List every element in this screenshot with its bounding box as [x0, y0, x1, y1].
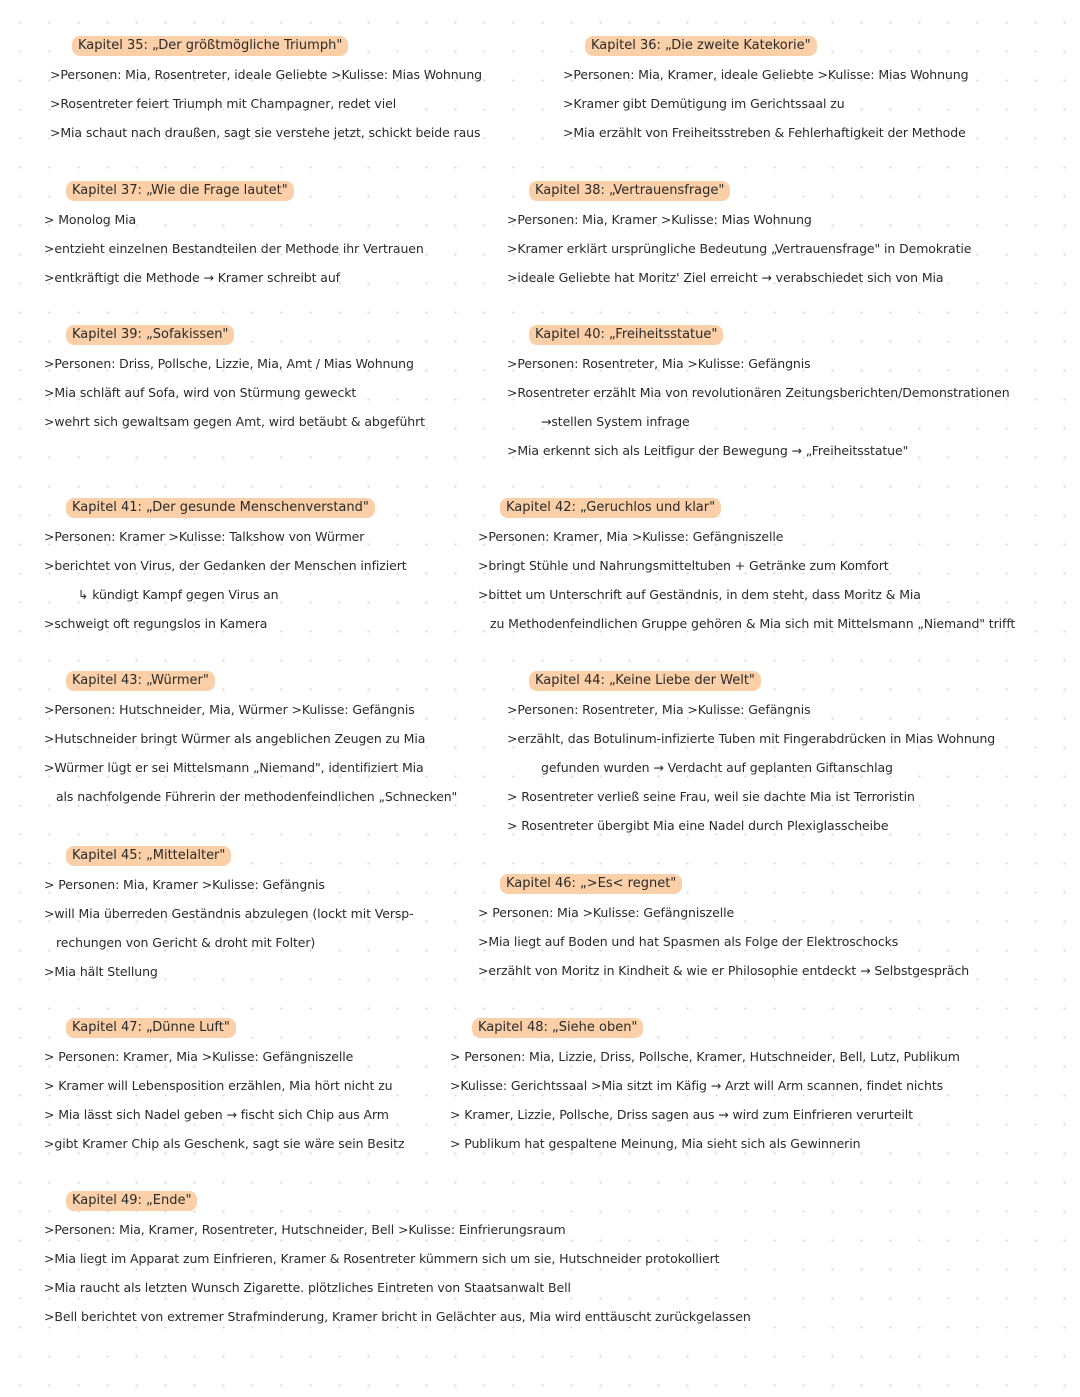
- chapter-title: Kapitel 37: „Wie die Frage lautet": [66, 181, 294, 201]
- chapter-title: Kapitel 43: „Würmer": [66, 671, 215, 691]
- chapter-block: [478, 872, 969, 985]
- chapter-block: [450, 1016, 960, 1158]
- chapter-note-line: >Würmer lügt er sei Mittelsmann „Niemand", identifiziert Mia: [44, 760, 424, 775]
- chapter-title: Kapitel 47: „Dünne Luft": [66, 1018, 236, 1038]
- chapter-title: Kapitel 46: „>Es< regnet": [500, 874, 682, 894]
- chapter-note-line: > Personen: Kramer, Mia >Kulisse: Gefängniszelle: [44, 1049, 354, 1064]
- chapter-title: Kapitel 35: „Der größtmögliche Triumph": [72, 36, 348, 56]
- chapter-note-line: > Publikum hat gespaltene Meinung, Mia sieht sich als Gewinnerin: [450, 1136, 861, 1151]
- chapter-note-line: >Mia raucht als letzten Wunsch Zigarette. plötzliches Eintreten von Staatsanwalt Bell: [44, 1280, 571, 1295]
- chapter-note-line: >entkräftigt die Methode → Kramer schreibt auf: [44, 270, 340, 285]
- chapter-block: [507, 179, 971, 292]
- chapter-note-line: >Mia erkennt sich als Leitfigur der Bewegung → „Freiheitsstatue": [507, 443, 909, 458]
- chapter-note-line: >Personen: Driss, Pollsche, Lizzie, Mia, Amt / Mias Wohnung: [44, 356, 414, 371]
- chapter-note-line: >Personen: Mia, Kramer, ideale Geliebte >Kulisse: Mias Wohnung: [563, 67, 969, 82]
- chapter-note-line: > Monolog Mia: [44, 212, 137, 227]
- chapter-note-line: >Personen: Hutschneider, Mia, Würmer >Kulisse: Gefängnis: [44, 702, 415, 717]
- chapter-title: Kapitel 41: „Der gesunde Menschenverstand": [66, 498, 375, 518]
- chapter-block: [44, 323, 425, 436]
- chapter-block: [44, 496, 407, 638]
- chapter-block: [44, 844, 414, 986]
- chapter-note-line: >Mia schläft auf Sofa, wird von Stürmung geweckt: [44, 385, 357, 400]
- chapter-note-line: >Mia hält Stellung: [44, 964, 158, 979]
- chapter-note-line: >Mia schaut nach draußen, sagt sie verstehe jetzt, schickt beide raus: [50, 125, 481, 140]
- chapter-block: [50, 34, 482, 147]
- chapter-note-line: > Rosentreter übergibt Mia eine Nadel durch Plexiglasscheibe: [507, 818, 889, 833]
- chapter-note-line: ↳ kündigt Kampf gegen Virus an: [78, 587, 279, 602]
- chapter-note-line: >gibt Kramer Chip als Geschenk, sagt sie wäre sein Besitz: [44, 1136, 405, 1151]
- chapter-block: [507, 323, 1010, 465]
- chapter-note-line: →stellen System infrage: [541, 414, 690, 429]
- chapter-title: Kapitel 44: „Keine Liebe der Welt": [529, 671, 761, 691]
- chapter-note-line: > Kramer, Lizzie, Pollsche, Driss sagen aus → wird zum Einfrieren verurteilt: [450, 1107, 913, 1122]
- chapter-note-line: >wehrt sich gewaltsam gegen Amt, wird betäubt & abgeführt: [44, 414, 425, 429]
- chapter-note-line: >erzählt, das Botulinum-infizierte Tuben mit Fingerabdrücken in Mias Wohnung: [507, 731, 996, 746]
- chapter-note-line: gefunden wurden → Verdacht auf geplanten Giftanschlag: [541, 760, 893, 775]
- chapter-note-line: >berichtet von Virus, der Gedanken der Menschen infiziert: [44, 558, 407, 573]
- chapter-title: Kapitel 38: „Vertrauensfrage": [529, 181, 730, 201]
- chapter-note-line: rechungen von Gericht & droht mit Folter): [56, 935, 316, 950]
- chapter-note-line: >Personen: Mia, Kramer, Rosentreter, Hutschneider, Bell >Kulisse: Einfrierungsraum: [44, 1222, 566, 1237]
- chapter-note-line: > Personen: Mia >Kulisse: Gefängniszelle: [478, 905, 735, 920]
- chapter-block: [478, 496, 1015, 638]
- chapter-note-line: >erzählt von Moritz in Kindheit & wie er Philosophie entdeckt → Selbstgespräch: [478, 963, 970, 978]
- chapter-note-line: > Personen: Mia, Kramer >Kulisse: Gefängnis: [44, 877, 325, 892]
- chapter-block: [44, 669, 457, 811]
- chapter-note-line: >Bell berichtet von extremer Strafminderung, Kramer bricht in Gelächter aus, Mia wird enttäuscht zurückgelassen: [44, 1309, 751, 1324]
- chapter-note-line: >Personen: Mia, Kramer >Kulisse: Mias Wohnung: [507, 212, 812, 227]
- chapter-note-line: >Rosentreter feiert Triumph mit Champagner, redet viel: [50, 96, 397, 111]
- chapter-note-line: >Mia erzählt von Freiheitsstreben & Fehlerhaftigkeit der Methode: [563, 125, 966, 140]
- chapter-title: Kapitel 45: „Mittelalter": [66, 846, 231, 866]
- chapter-title: Kapitel 42: „Geruchlos und klar": [500, 498, 721, 518]
- chapter-note-line: > Personen: Mia, Lizzie, Driss, Pollsche, Kramer, Hutschneider, Bell, Lutz, Publikum: [450, 1049, 960, 1064]
- chapter-note-line: > Rosentreter verließ seine Frau, weil sie dachte Mia ist Terroristin: [507, 789, 915, 804]
- chapter-note-line: >Mia liegt im Apparat zum Einfrieren, Kramer & Rosentreter kümmern sich um sie, Hutschneider protokolliert: [44, 1251, 720, 1266]
- chapter-note-line: >Personen: Kramer >Kulisse: Talkshow von Würmer: [44, 529, 365, 544]
- chapter-note-line: >bittet um Unterschrift auf Geständnis, in dem steht, dass Moritz & Mia: [478, 587, 921, 602]
- chapter-note-line: >Hutschneider bringt Würmer als angeblichen Zeugen zu Mia: [44, 731, 426, 746]
- chapter-title: Kapitel 40: „Freiheitsstatue": [529, 325, 723, 345]
- chapter-note-line: >Personen: Rosentreter, Mia >Kulisse: Gefängnis: [507, 356, 811, 371]
- chapter-block: [44, 179, 424, 292]
- chapter-note-line: zu Methodenfeindlichen Gruppe gehören & Mia sich mit Mittelsmann „Niemand" trifft: [490, 616, 1016, 631]
- chapter-note-line: >Kulisse: Gerichtssaal >Mia sitzt im Käfig → Arzt will Arm scannen, findet nichts: [450, 1078, 944, 1093]
- chapter-note-line: >Personen: Mia, Rosentreter, ideale Geliebte >Kulisse: Mias Wohnung: [50, 67, 482, 82]
- chapter-title: Kapitel 48: „Siehe oben": [472, 1018, 643, 1038]
- chapter-note-line: >bringt Stühle und Nahrungsmitteltuben + Getränke zum Komfort: [478, 558, 889, 573]
- chapter-block: [44, 1189, 751, 1331]
- chapter-note-line: >Personen: Kramer, Mia >Kulisse: Gefängniszelle: [478, 529, 784, 544]
- chapter-title: Kapitel 39: „Sofakissen": [66, 325, 234, 345]
- chapter-title: Kapitel 36: „Die zweite Katekorie": [585, 36, 817, 56]
- chapter-note-line: >Personen: Rosentreter, Mia >Kulisse: Gefängnis: [507, 702, 811, 717]
- chapter-note-line: >schweigt oft regungslos in Kamera: [44, 616, 268, 631]
- chapter-note-line: >Kramer gibt Demütigung im Gerichtssaal zu: [563, 96, 845, 111]
- chapter-note-line: >Rosentreter erzählt Mia von revolutionären Zeitungsberichten/Demonstrationen: [507, 385, 1010, 400]
- chapter-note-line: >Kramer erklärt ursprüngliche Bedeutung „Vertrauensfrage" in Demokratie: [507, 241, 972, 256]
- chapter-note-line: > Kramer will Lebensposition erzählen, Mia hört nicht zu: [44, 1078, 393, 1093]
- chapter-note-line: > Mia lässt sich Nadel geben → fischt sich Chip aus Arm: [44, 1107, 389, 1122]
- chapter-note-line: >Mia liegt auf Boden und hat Spasmen als Folge der Elektroschocks: [478, 934, 899, 949]
- chapter-note-line: als nachfolgende Führerin der methodenfeindlichen „Schnecken": [56, 789, 458, 804]
- chapter-block: [44, 1016, 404, 1158]
- chapter-note-line: >will Mia überreden Geständnis abzulegen (lockt mit Versp-: [44, 906, 414, 921]
- chapter-note-line: >ideale Geliebte hat Moritz' Ziel erreicht → verabschiedet sich von Mia: [507, 270, 944, 285]
- chapter-note-line: >entzieht einzelnen Bestandteilen der Methode ihr Vertrauen: [44, 241, 424, 256]
- chapter-title: Kapitel 49: „Ende": [66, 1191, 197, 1211]
- chapter-block: [563, 34, 968, 147]
- chapter-block: [507, 669, 995, 840]
